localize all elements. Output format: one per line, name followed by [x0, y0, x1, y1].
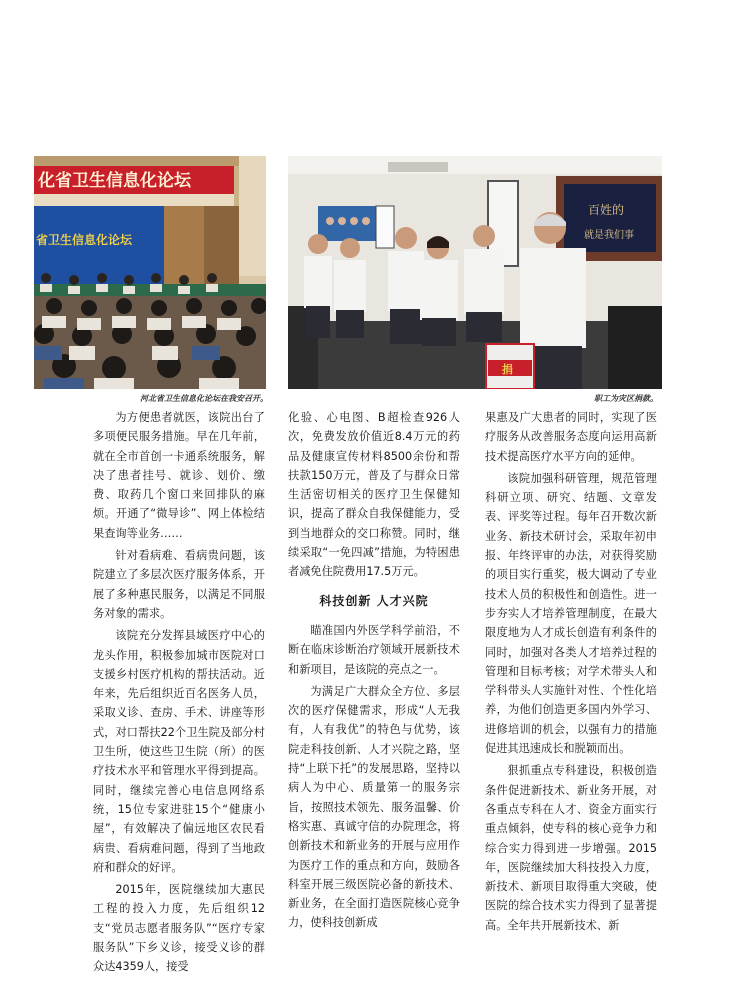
svg-text:就是我们事: 就是我们事: [584, 230, 634, 241]
paragraph: 瞄准国内外医学科学前沿，不断在临床诊断治疗领域开展新技术和新项目，是该院的亮点之一。: [288, 623, 460, 676]
wall-sign-text: 百姓的: [588, 203, 625, 217]
stage-banner-text: 省卫生信息化论坛: [36, 233, 133, 247]
paragraph: 为方便患者就医，该院出台了多项便民服务措施。早在几年前，就在全市首创一卡通系统服务，解决了患者挂号、就诊、划价、缴费、取药几个窗口来回排队的麻烦。开通了“微导诊”、网上体检结果查询等业务……: [93, 411, 265, 540]
paragraph: 该院加强科研管理，规范管理科研立项、研究、结题、文章发表、评奖等过程。每年召开数次新业务、新技术研讨会，采取年初申报、年终评审的办法，对获得奖励的项目实行重奖，极大调动了专业技术人员的积极性和创造性。进一步夯实人才培养管理制度，在最大限度地为人才成长创造有利条件的同时，加强对各类人才培养过程的管理和目标考核；对学术带头人和学科带头人实施针对性、个性化培养，为他们创造更多国内外学习、进修培训的机会，以强有力的措施促进其迅速成长和脱颖而出。: [485, 471, 657, 756]
forum-photo-caption: 河北省卫生信息化论坛在我安召开。: [140, 393, 268, 403]
section-heading: 科技创新 人才兴院: [319, 593, 429, 608]
article-column-3: [485, 408, 657, 938]
paragraph: 化验、心电图、B超检查926人次，免费发放价值近8.4万元的药品及健康宣传材料8500余份和帮扶款150万元，普及了与群众日常生活密切相关的医疗卫生保健知识，提高了群众自我保健能力，受到当地群众的交口称赞。同时，继续采取“一免四减”措施，为特困患者减免住院费用17.5万元。: [288, 411, 460, 579]
paragraph: 果惠及广大患者的同时，实现了医疗服务从改善服务态度向运用高新技术提高医疗水平方向的延伸。: [485, 411, 657, 463]
paragraph: 狠抓重点专科建设，积极创造条件促进新技术、新业务开展，对各重点专科在人才、资金方面实行重点倾斜，使专科的核心竞争力和综合实力得到进一步增强。2015年，医院继续加大科技投入力度，新技术、新项目取得重大突破，使医院的综合技术实力得到了显著提高。全年共开展新技术、新: [485, 764, 657, 932]
article-column-1: [93, 408, 265, 980]
top-banner-text: 化省卫生信息化论坛: [38, 171, 191, 191]
paragraph: 为满足广大群众全方位、多层次的医疗保健需求，形成“人无我有，人有我优”的特色与优势，该院走科技创新、人才兴院之路，坚持“上联下托”的发展思路，坚持以病人为中心、质量第一的服务宗旨，按照技术领先、服务温馨、价格实惠、真诚守信的办院理念，将创新技术和新业务的开展与应用作为医疗工作的重点和方向，鼓励各科室开展三级医院必备的新技术、新业务，在全面打造医院核心竞争力，使科技创新成: [288, 684, 460, 930]
donation-photo: [288, 156, 662, 389]
paragraph: 2015年，医院继续加大惠民工程的投入力度，先后组织12支“党员志愿者服务队”“医疗专家服务队”下乡义诊，接受义诊的群众达4359人，接受: [93, 883, 265, 974]
article-column-2: [288, 408, 460, 936]
svg-text:捐: 捐: [502, 363, 513, 376]
donation-photo-caption: 职工为灾区捐款。: [594, 393, 658, 403]
forum-photo: [34, 156, 266, 389]
paragraph: 针对看病难、看病贵问题，该院建立了多层次医疗服务体系，开展了多种惠民服务，以满足不同服务对象的需求。: [93, 549, 265, 620]
paragraph: 该院充分发挥县域医疗中心的龙头作用，积极参加城市医院对口支援乡村医疗机构的帮扶活动。近年来，先后组织近百名医务人员，采取义诊、查房、手术、讲座等形式，对口帮扶22个卫生院及部分村卫生所，使这些卫生院（所）的医疗技术水平和管理水平得到提高。同时，继续完善心电信息网络系统，15位专家进驻15个“健康小屋”，有效解决了偏远地区农民看病贵、看病难问题，得到了当地政府和群众的好评。: [93, 629, 265, 874]
